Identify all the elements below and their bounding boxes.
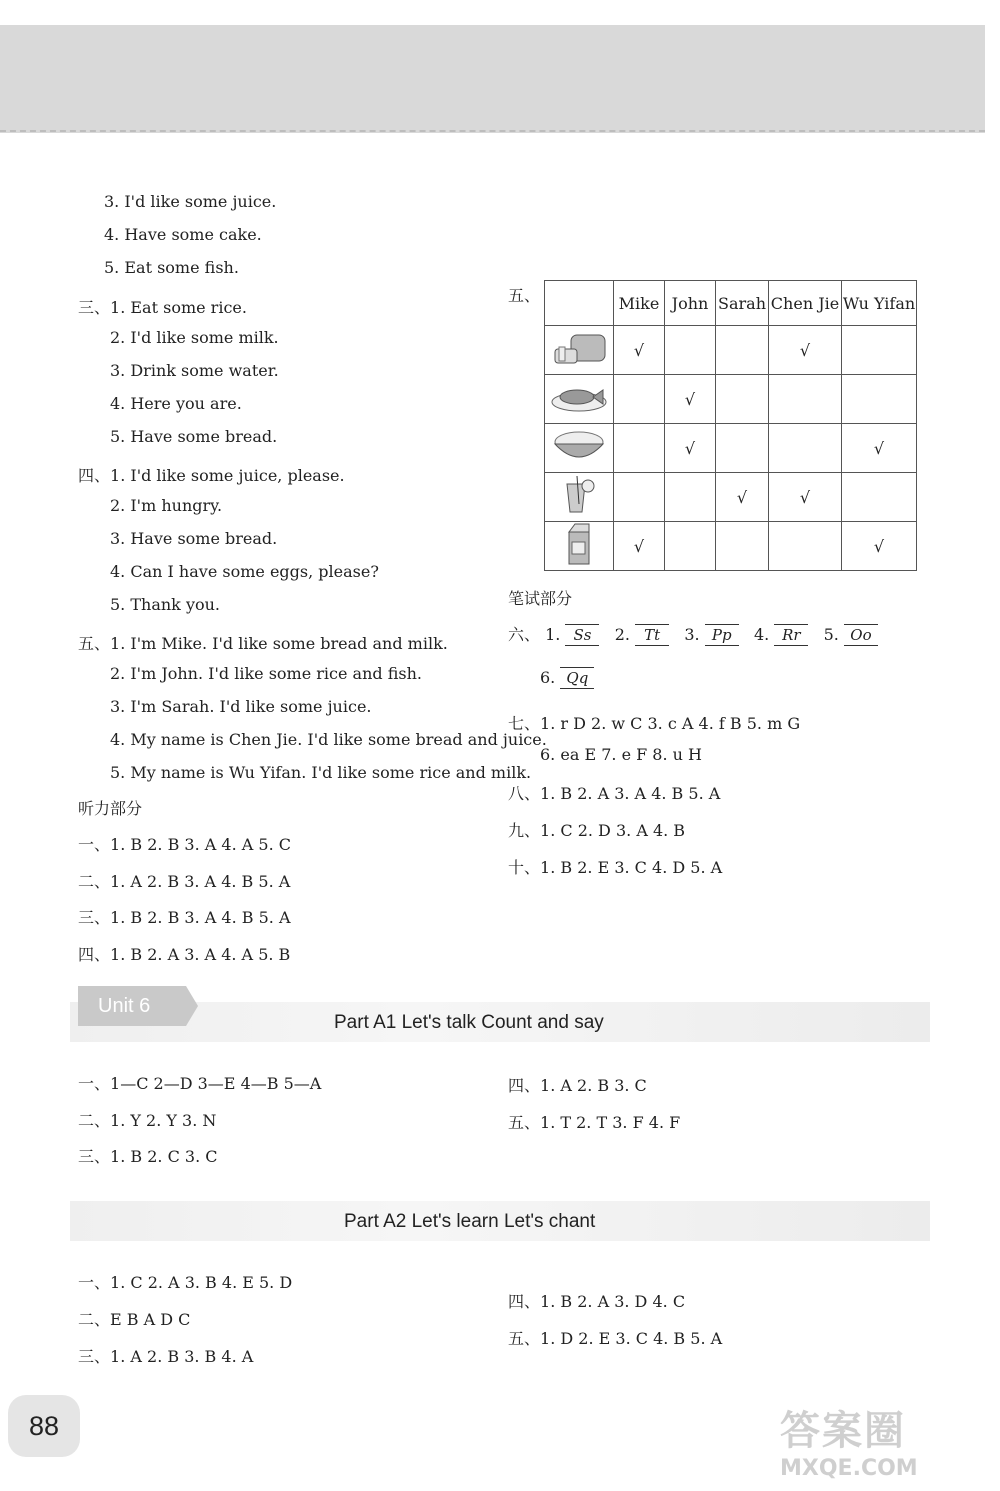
section-si: [78, 463, 345, 486]
answer-text: 1. B 2. A 3. A 4. A 5. B: [110, 945, 291, 964]
section-marker: 四、: [78, 945, 111, 964]
answer-line: 1. Eat some rice.: [110, 298, 247, 317]
milk-carton-icon: [545, 522, 614, 571]
answer-text: 1. A 2. B 3. C: [540, 1076, 647, 1095]
check-cell: [716, 326, 769, 375]
corner-cell: [545, 281, 614, 326]
section-marker: 九、: [508, 821, 541, 840]
header-wu-yifan: Wu Yifan: [842, 281, 917, 326]
section-wu: [78, 631, 448, 654]
answer-text: 1. B 2. A 3. D 4. C: [540, 1292, 686, 1311]
item-number: 1.: [545, 625, 561, 644]
a2-row: [78, 1344, 253, 1367]
section-jiu: [508, 818, 685, 841]
check-cell: [769, 522, 842, 571]
answer-line: 4. Have some cake.: [104, 225, 262, 244]
section-marker: 五、: [508, 286, 541, 305]
section-marker: 六、: [508, 625, 541, 644]
check-cell: [842, 375, 917, 424]
section-marker: 一、: [78, 835, 111, 854]
item-number: 4.: [753, 625, 770, 644]
page-number: 88: [8, 1395, 80, 1457]
check-cell: [665, 473, 716, 522]
answer-text: 1. B 2. C 3. C: [110, 1147, 218, 1166]
answer-line: 5. My name is Wu Yifan. I'd like some rice and milk.: [110, 763, 532, 782]
handwritten-answer: Tt: [635, 624, 669, 646]
part-a1-title: Part A1 Let's talk Count and say: [334, 1012, 604, 1033]
check-cell: [842, 326, 917, 375]
watermark-text: 答案圈: [780, 1408, 906, 1454]
fish-icon: [545, 375, 614, 424]
check-cell: [716, 424, 769, 473]
a1-row: [508, 1073, 647, 1096]
section-marker: 二、: [78, 872, 111, 891]
answer-text: 1. B 2. E 3. C 4. D 5. A: [540, 858, 723, 877]
bread-icon: [545, 326, 614, 375]
check-cell: √: [614, 522, 665, 571]
handwritten-answer: Pp: [705, 624, 739, 646]
answer-text: 1. C 2. D 3. A 4. B: [540, 821, 686, 840]
answer-line: 2. I'm hungry.: [110, 496, 223, 515]
answer-text: E B A D C: [110, 1310, 191, 1329]
handwritten-answer: Qq: [560, 667, 594, 689]
a2-row: [508, 1326, 722, 1349]
check-cell: √: [769, 473, 842, 522]
check-cell: √: [716, 473, 769, 522]
a2-row: [78, 1307, 190, 1330]
answer-line: 5. Eat some fish.: [104, 258, 239, 277]
section-marker: 四、: [508, 1292, 541, 1311]
header-banner: [0, 25, 985, 133]
check-cell: √: [842, 522, 917, 571]
check-cell: √: [665, 375, 716, 424]
answer-line: 4. Can I have some eggs, please?: [110, 562, 379, 581]
written-title: 笔试部分: [508, 589, 573, 608]
item-number: 6.: [540, 668, 556, 687]
header-chen-jie: Chen Jie: [769, 281, 842, 326]
section-marker: 八、: [508, 784, 541, 803]
a2-row: [78, 1270, 292, 1293]
answer-text: 1. B 2. A 3. A 4. B 5. A: [540, 784, 721, 803]
food-check-table: [544, 280, 917, 571]
section-marker: 三、: [78, 1147, 111, 1166]
section-marker: 三、: [78, 908, 111, 927]
item-number: 3.: [684, 625, 700, 644]
section-marker: 五、: [508, 1329, 541, 1348]
answer-text: 1. B 2. B 3. A 4. B 5. A: [110, 908, 291, 927]
header-mike: Mike: [614, 281, 665, 326]
a1-row: [508, 1110, 680, 1133]
check-cell: [769, 424, 842, 473]
check-cell: [665, 522, 716, 571]
part-a2-title: Part A2 Let's learn Let's chant: [344, 1211, 596, 1232]
check-cell: [614, 473, 665, 522]
item-number: 5.: [823, 625, 839, 644]
section-marker: 五、: [508, 1113, 541, 1132]
answer-line: 5. Thank you.: [110, 595, 221, 614]
check-cell: √: [614, 326, 665, 375]
section-marker: 一、: [78, 1273, 111, 1292]
section-marker: 七、: [508, 714, 541, 733]
check-cell: [842, 473, 917, 522]
section-shi: [508, 855, 722, 878]
check-cell: [716, 375, 769, 424]
answer-text: 1. B 2. B 3. A 4. A 5. C: [110, 835, 291, 854]
handwritten-answer: Rr: [774, 624, 808, 646]
answer-line: 2. I'd like some milk.: [110, 328, 279, 347]
a1-row: [78, 1144, 217, 1167]
answer-line: 3. I'm Sarah. I'd like some juice.: [110, 697, 372, 716]
section-marker: 二、: [78, 1111, 111, 1130]
section-liu-line2: [540, 667, 594, 689]
section-marker: 一、: [78, 1074, 111, 1093]
section-marker: 三、: [78, 298, 111, 317]
check-cell: [769, 375, 842, 424]
answer-text: 1. D 2. E 3. C 4. B 5. A: [540, 1329, 723, 1348]
section-marker: 四、: [78, 466, 111, 485]
answer-text: 1—C 2—D 3—E 4—B 5—A: [110, 1074, 322, 1093]
section-qi: [508, 711, 800, 734]
answer-line: 3. Drink some water.: [110, 361, 279, 380]
item-number: 2.: [614, 625, 630, 644]
answer-line: 5. Have some bread.: [110, 427, 278, 446]
listening-row: [78, 905, 291, 928]
banner-divider: [0, 130, 985, 132]
section-marker: 五、: [78, 634, 111, 653]
check-cell: [614, 424, 665, 473]
section-marker: 十、: [508, 858, 541, 877]
check-cell: √: [665, 424, 716, 473]
section-marker: 三、: [78, 1347, 111, 1366]
answer-text: 1. A 2. B 3. A 4. B 5. A: [110, 872, 291, 891]
answer-text: 1. r D 2. w C 3. c A 4. f B 5. m G: [540, 714, 801, 733]
a1-row: [78, 1108, 216, 1131]
answer-text: 1. Y 2. Y 3. N: [110, 1111, 217, 1130]
answer-line: 4. My name is Chen Jie. I'd like some bread and juice.: [110, 730, 547, 749]
answer-line: 1. I'm Mike. I'd like some bread and milk.: [110, 634, 448, 653]
section-marker: 四、: [508, 1076, 541, 1095]
listening-row: [78, 942, 290, 965]
section-ba: [508, 781, 720, 804]
answer-line: 3. Have some bread.: [110, 529, 278, 548]
answer-text: 1. A 2. B 3. B 4. A: [110, 1347, 254, 1366]
juice-glass-icon: [545, 473, 614, 522]
watermark-url: MXQE.COM: [780, 1456, 918, 1481]
section-liu: [508, 622, 878, 646]
check-cell: √: [842, 424, 917, 473]
answer-line: 3. I'd like some juice.: [104, 192, 277, 211]
a2-row: [508, 1289, 685, 1312]
handwritten-answer: Ss: [565, 624, 599, 646]
site-watermark: [780, 1399, 980, 1479]
listening-row: [78, 869, 290, 892]
answer-line: 1. I'd like some juice, please.: [110, 466, 345, 485]
listening-row: [78, 832, 291, 855]
check-cell: [665, 326, 716, 375]
header-sarah: Sarah: [716, 281, 769, 326]
a1-row: [78, 1071, 321, 1094]
listening-title: 听力部分: [78, 799, 143, 818]
check-cell: [716, 522, 769, 571]
answer-text: 1. C 2. A 3. B 4. E 5. D: [110, 1273, 293, 1292]
section-marker: 二、: [78, 1310, 111, 1329]
answer-line: 4. Here you are.: [110, 394, 242, 413]
header-john: John: [665, 281, 716, 326]
answer-text: 6. ea E 7. e F 8. u H: [540, 745, 702, 764]
answer-line: 2. I'm John. I'd like some rice and fish.: [110, 664, 422, 683]
handwritten-answer: Oo: [844, 624, 878, 646]
rice-bowl-icon: [545, 424, 614, 473]
answer-text: 1. T 2. T 3. F 4. F: [540, 1113, 681, 1132]
section-san: [78, 295, 247, 318]
unit-badge: Unit 6: [78, 986, 186, 1026]
check-cell: √: [769, 326, 842, 375]
check-cell: [614, 375, 665, 424]
